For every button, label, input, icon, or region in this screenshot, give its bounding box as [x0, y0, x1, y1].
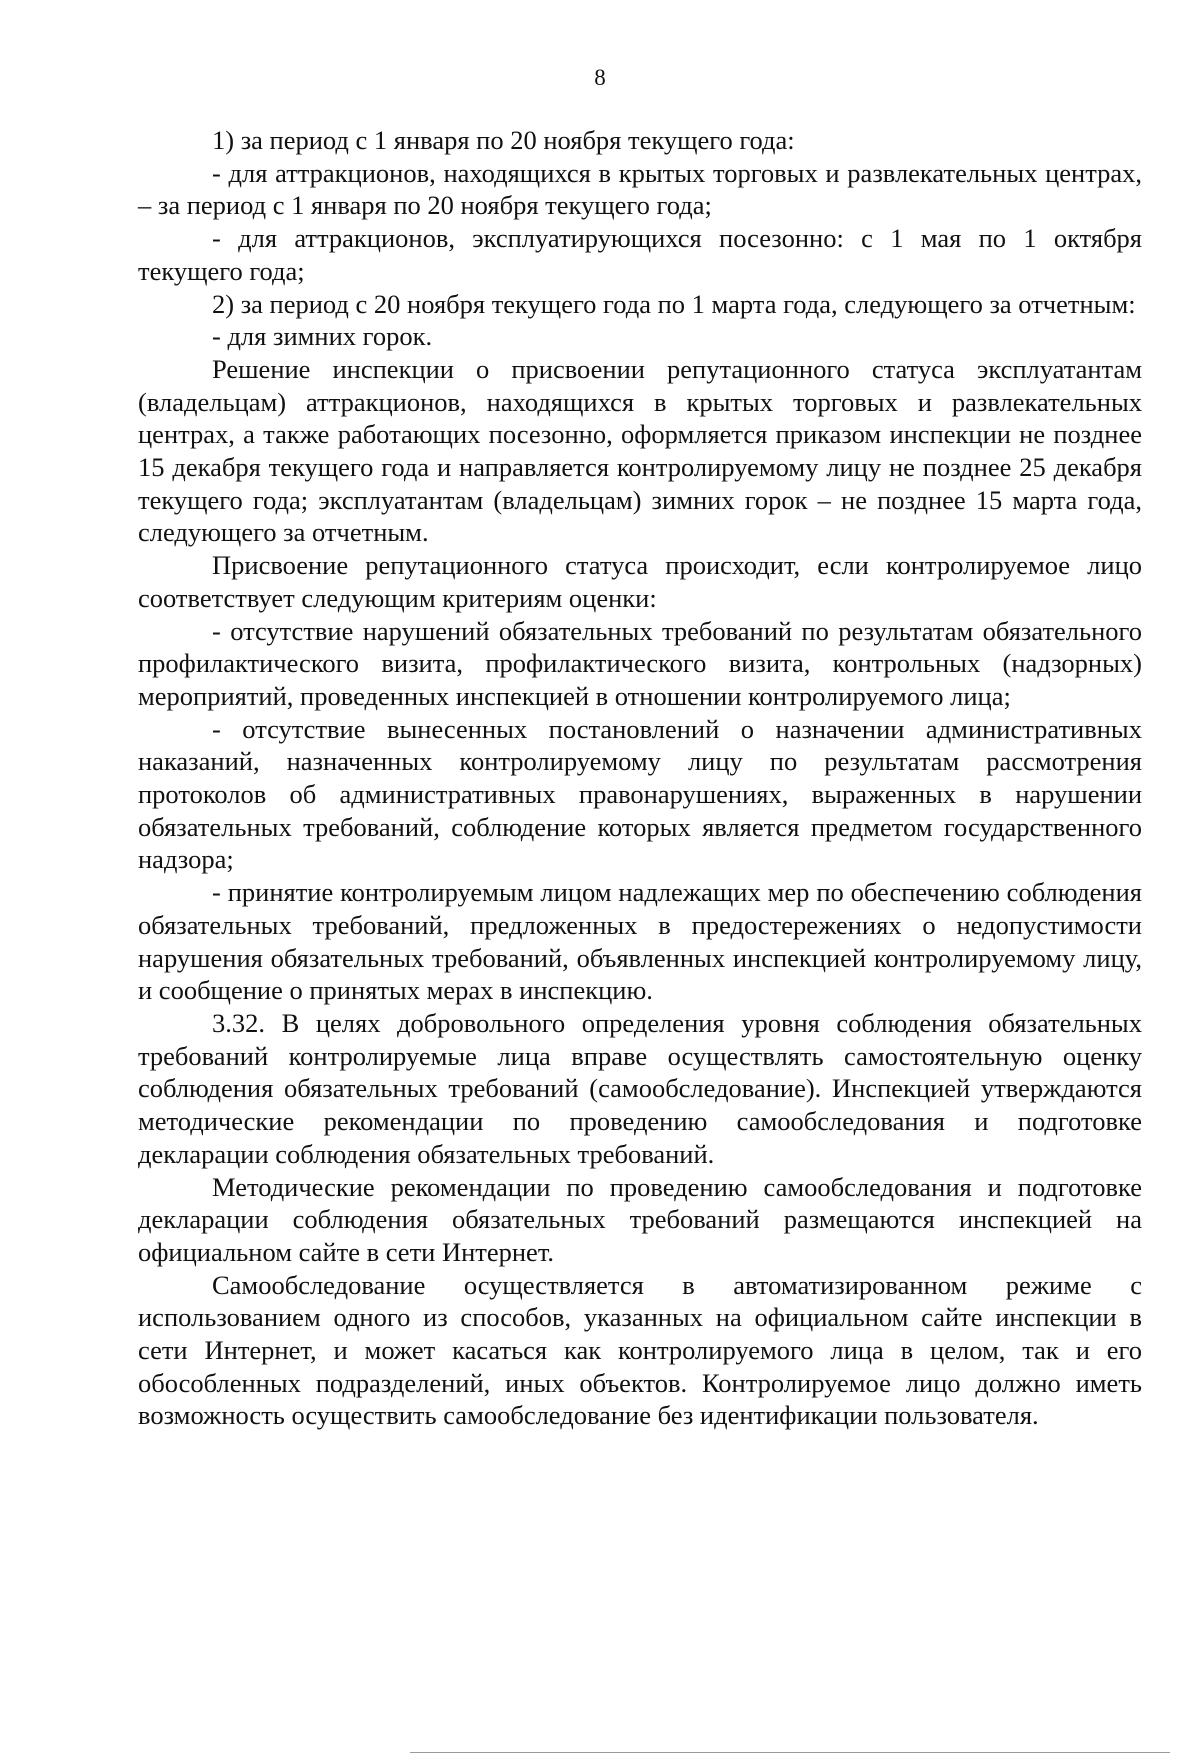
paragraph-inspection-decision: Решение инспекции о присвоении репутационного статуса эксплуатантам (владельцам) аттракционов, находящихся в крытых торговых и развлекательных центрах, а также работающих посезонно, оформляется приказом инспекции не позднее 15 декабря текущего года и направляется контролируемому лицу не позднее 25 декабря текущего года; эксплуатантам (владельцам) зимних горок – не позднее 15 марта года, следующего за отчетным.: [138, 353, 1142, 548]
paragraph-section-3-32: 3.32. В целях добровольного определения уровня соблюдения обязательных требований контролируемые лица вправе осуществлять самостоятельную оценку соблюдения обязательных требований (самообследование). Инспекцией утверждаются методические рекомендации по проведению самообследования и подготовке декларации соблюдения обязательных требований.: [138, 1007, 1142, 1169]
paragraph-period-2: 2) за период с 20 ноября текущего года по 1 марта года, следующего за отчетным:: [212, 288, 1136, 319]
paragraph-self-inspection: Самообследование осуществляется в автоматизированном режиме с использованием одного из способов, указанных на официальном сайте инспекции в сети Интернет, и может касаться как контролируемого лица в целом, так и его обособленных подразделений, иных объектов. Контролируемое лицо должно иметь возможность осуществить самообследование без идентификации пользователя.: [138, 1269, 1142, 1431]
paragraph-methodical-recommendations: Методические рекомендации по проведению самообследования и подготовке декларации соблюдения обязательных требований размещаются инспекцией на официальном сайте в сети Интернет.: [138, 1171, 1142, 1267]
paragraph-indoor-attractions: - для аттракционов, находящихся в крытых торговых и развлекательных центрах, – за период с 1 января по 20 ноября текущего года;: [138, 157, 1142, 221]
paragraph-status-criteria-intro: Присвоение репутационного статуса происходит, если контролируемое лицо соответствует следующим критериям оценки:: [138, 550, 1142, 613]
document-body: [138, 124, 1142, 1432]
paragraph-criterion-no-penalties: - отсутствие вынесенных постановлений о назначении административных наказаний, назначенных контролируемому лицу по результатам рассмотрения протоколов об административных правонарушениях, выраженных в нарушении обязательных требований, соблюдение которых является предметом государственного надзора;: [138, 713, 1142, 875]
page-number: 8: [594, 65, 606, 90]
paragraph-seasonal-attractions: - для аттракционов, эксплуатирующихся посезонно: с 1 мая по 1 октября текущего года;: [138, 223, 1142, 286]
paragraph-winter-slides: - для зимних горок.: [212, 321, 433, 352]
paragraph-criterion-measures-taken: - принятие контролируемым лицом надлежащих мер по обеспечению соблюдения обязательных требований, предложенных в предостережениях о недопустимости нарушения обязательных требований, объявленных инспекцией контролируемому лицу, и сообщение о принятых мерах в инспекцию.: [138, 877, 1142, 1006]
paragraph-criterion-no-violations: - отсутствие нарушений обязательных требований по результатам обязательного профилактического визита, профилактического визита, контрольных (надзорных) мероприятий, проведенных инспекцией в отношении контролируемого лица;: [138, 615, 1142, 711]
bottom-divider: [410, 1752, 1170, 1753]
paragraph-period-1: 1) за период с 1 января по 20 ноября текущего года:: [212, 125, 795, 155]
